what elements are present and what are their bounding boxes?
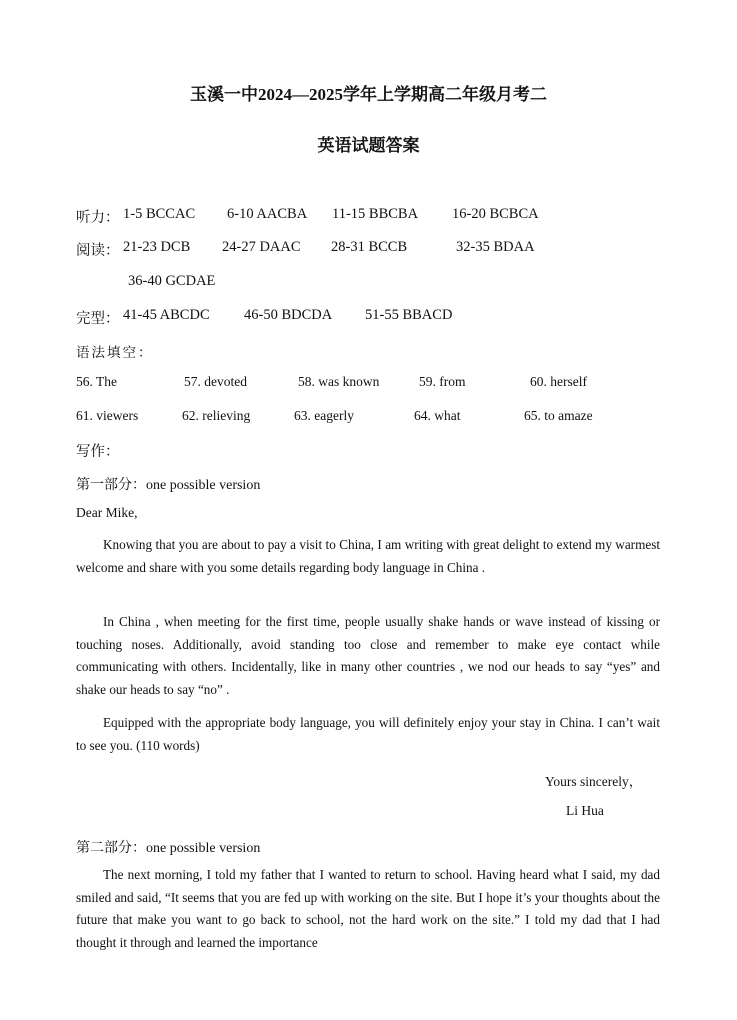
listening-answer-group: 11-15 BBCBA [332, 206, 419, 222]
grammar-answer: 60. herself [530, 374, 587, 389]
cloze-answer-group: 46-50 BDCDA [244, 307, 333, 323]
reading-answer-group: 24-27 DAAC [222, 239, 301, 255]
reading-answer-group: 36-40 GCDAE [128, 273, 216, 289]
listening-answer-group: 1-5 BCCAC [123, 206, 196, 222]
reading-label: 阅读： [76, 243, 120, 259]
page-subtitle: 英语试题答案 [317, 136, 420, 155]
reading-answer-group: 28-31 BCCB [331, 239, 408, 255]
grammar-answer: 63. eagerly [294, 408, 354, 423]
cloze-label: 完型： [76, 311, 120, 327]
part1-paragraph: In China , when meeting for the first time, people usually shake hands or wave instead of kissing or touching noses. Additionally, avoid standing too close and remember to make eye contact while communicating with others. Incidentally, like in many other countries , we nod our heads to say “yes” and shake our heads to say “no” . [76, 614, 660, 697]
letter-signature: Li Hua [566, 803, 604, 818]
grammar-answer: 62. relieving [182, 408, 251, 423]
grammar-answer: 56. The [76, 374, 117, 389]
listening-answer-group: 16-20 BCBCA [452, 206, 539, 222]
grammar-answer: 61. viewers [76, 408, 139, 423]
grammar-answer: 65. to amaze [524, 408, 593, 423]
part1-paragraph: Knowing that you are about to pay a visit to China, I am writing with great delight to extend my warmest welcome and share with you some details regarding body language in China . [76, 537, 660, 575]
part1-paragraph: Equipped with the appropriate body language, you will definitely enjoy your stay in China. I can’t wait to see you. (110 words) [76, 715, 660, 753]
part2-paragraph: The next morning, I told my father that I wanted to return to school. Having heard what I said, my dad smiled and said, “It seems that you are fed up with working on the site. But I hope it’s your thoughts about the future that make you want to go back to school, not the hard work on the site.” I told my dad that I had thought it through and learned the importance [76, 867, 660, 950]
reading-answer-group: 21-23 DCB [123, 239, 191, 255]
part1-heading: 第一部分：one possible version [76, 478, 261, 493]
cloze-answer-group: 51-55 BBACD [365, 307, 453, 323]
reading-answer-group: 32-35 BDAA [456, 239, 535, 255]
grammar-answer: 57. devoted [184, 374, 247, 389]
grammar-answer: 59. from [419, 374, 466, 389]
grammar-answer: 58. was known [298, 374, 380, 389]
grammar-label: 语法填空： [76, 345, 154, 360]
cloze-answer-group: 41-45 ABCDC [123, 307, 210, 323]
listening-answer-group: 6-10 AACBA [227, 206, 308, 222]
listening-label: 听力： [76, 210, 120, 226]
letter-closing: Yours sincerely， [545, 774, 643, 789]
part2-heading: 第二部分：one possible version [76, 841, 261, 856]
page-title: 玉溪一中2024—2025学年上学期高二年级月考二 [190, 85, 547, 104]
grammar-answer: 64. what [414, 408, 461, 423]
writing-label: 写作： [76, 444, 120, 460]
salutation: Dear Mike, [76, 505, 138, 520]
